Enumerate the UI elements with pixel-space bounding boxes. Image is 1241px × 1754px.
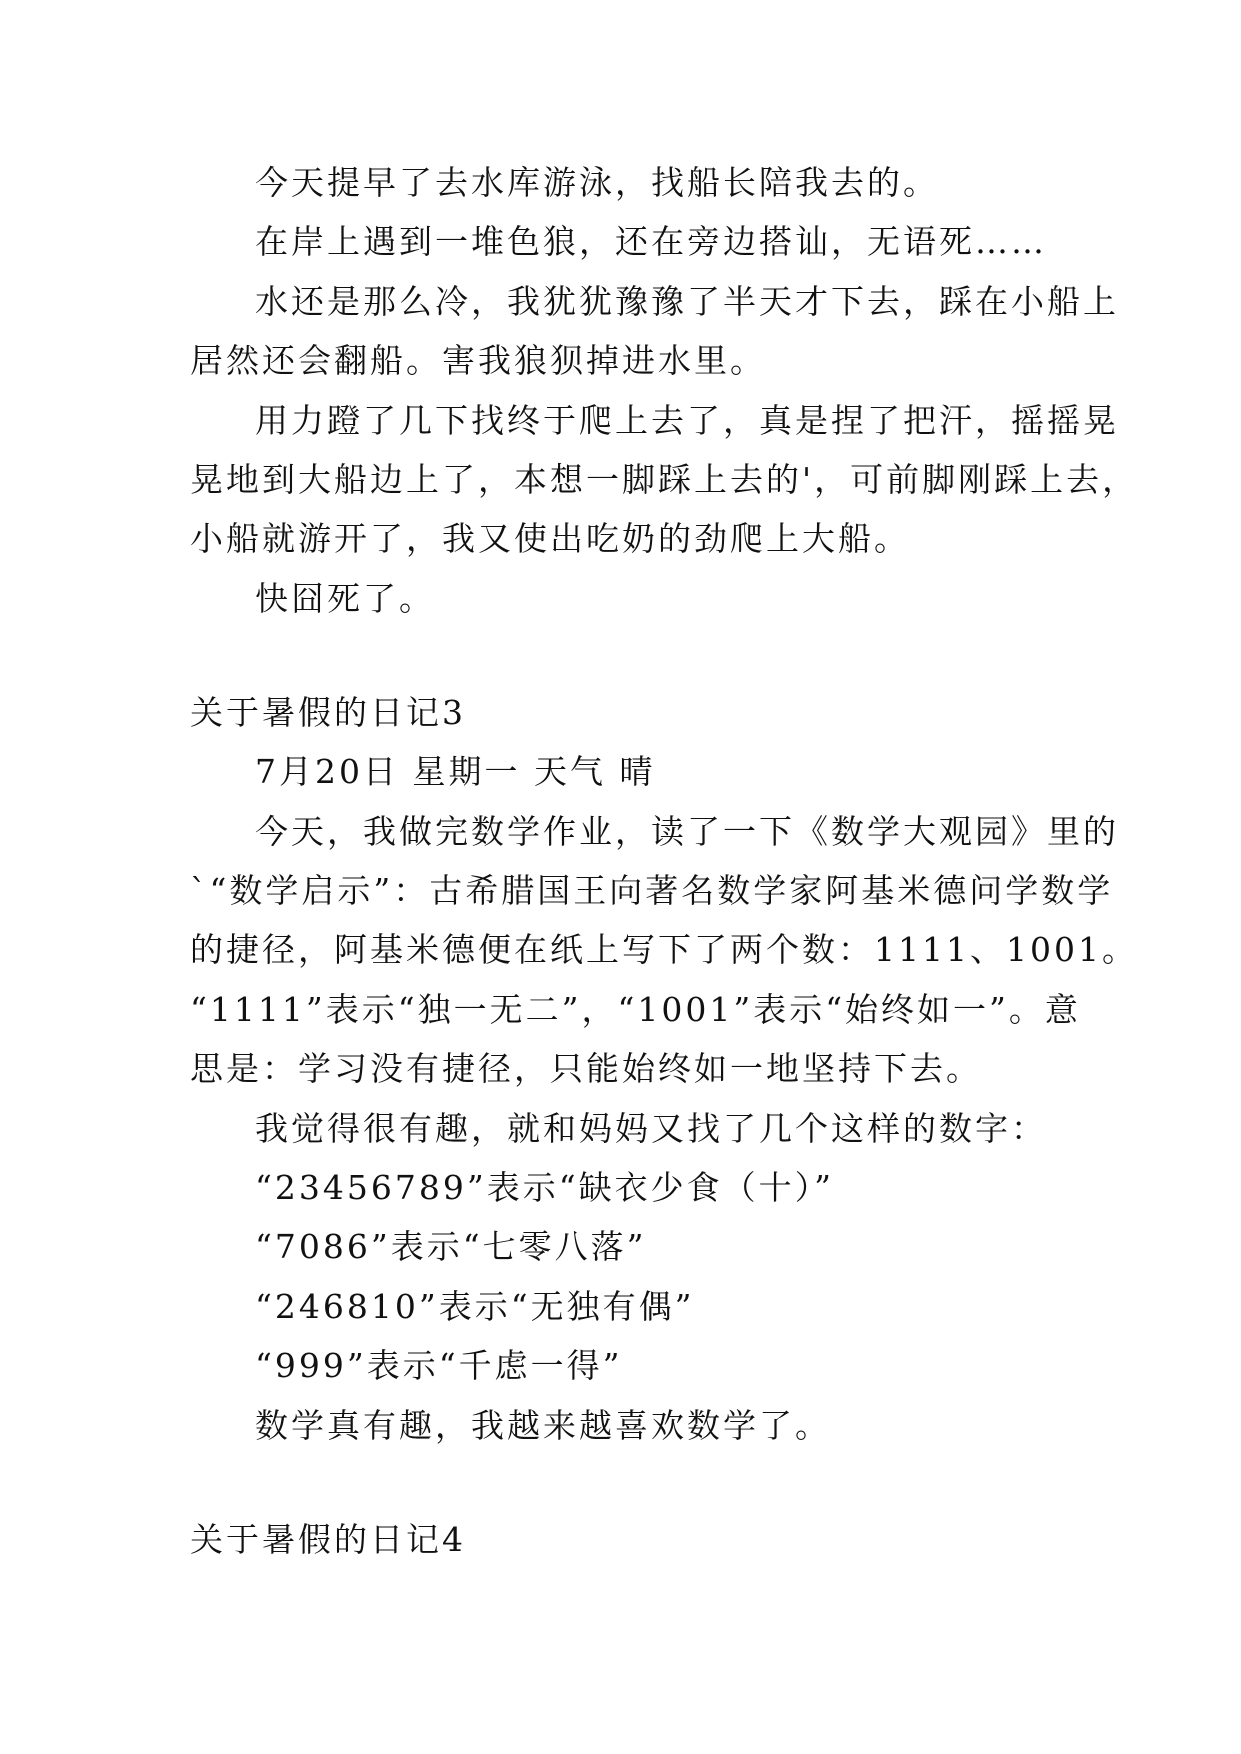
paragraph-line: 水还是那么冷，我犹犹豫豫了半天才下去，踩在小船上: [255, 282, 1119, 321]
paragraph-line: “1111”表示“独一无二”，“1001”表示“始终如一”。意: [190, 990, 1081, 1029]
list-item: “999”表示“千虑一得”: [255, 1346, 623, 1385]
paragraph-line: 用力蹬了几下找终于爬上去了，真是捏了把汗，摇摇晃: [255, 401, 1119, 440]
date-line: 7月20日 星期一 天气 晴: [255, 752, 656, 791]
section-title: 关于暑假的日记4: [190, 1520, 466, 1559]
list-item: “23456789”表示“缺衣少食（十）”: [255, 1168, 834, 1207]
section-title: 关于暑假的日记3: [190, 693, 466, 732]
paragraph-line: 数学真有趣，我越来越喜欢数学了。: [255, 1406, 831, 1445]
paragraph-line: 晃地到大船边上了，本想一脚踩上去的'，可前脚刚踩上去，: [190, 460, 1139, 499]
list-item: “246810”表示“无独有偶”: [255, 1287, 695, 1326]
paragraph-line: 我觉得很有趣，就和妈妈又找了几个这样的数字：: [255, 1109, 1047, 1148]
paragraph-line: 的捷径，阿基米德便在纸上写下了两个数：1111、1001。: [190, 930, 1138, 969]
paragraph-line: 今天提早了去水库游泳，找船长陪我去的。: [255, 163, 939, 202]
paragraph-line: 在岸上遇到一堆色狼，还在旁边搭讪，无语死……: [255, 222, 1047, 261]
paragraph-line: `“数学启示”：古希腊国王向著名数学家阿基米德问学数学: [190, 871, 1114, 910]
paragraph-line: 小船就游开了，我又使出吃奶的劲爬上大船。: [190, 519, 910, 558]
paragraph-line: 居然还会翻船。害我狼狈掉进水里。: [190, 341, 766, 380]
paragraph-line: 思是：学习没有捷径，只能始终如一地坚持下去。: [190, 1049, 982, 1088]
list-item: “7086”表示“七零八落”: [255, 1227, 647, 1266]
paragraph-line: 今天，我做完数学作业，读了一下《数学大观园》里的: [255, 812, 1119, 851]
paragraph-line: 快囧死了。: [255, 579, 435, 618]
